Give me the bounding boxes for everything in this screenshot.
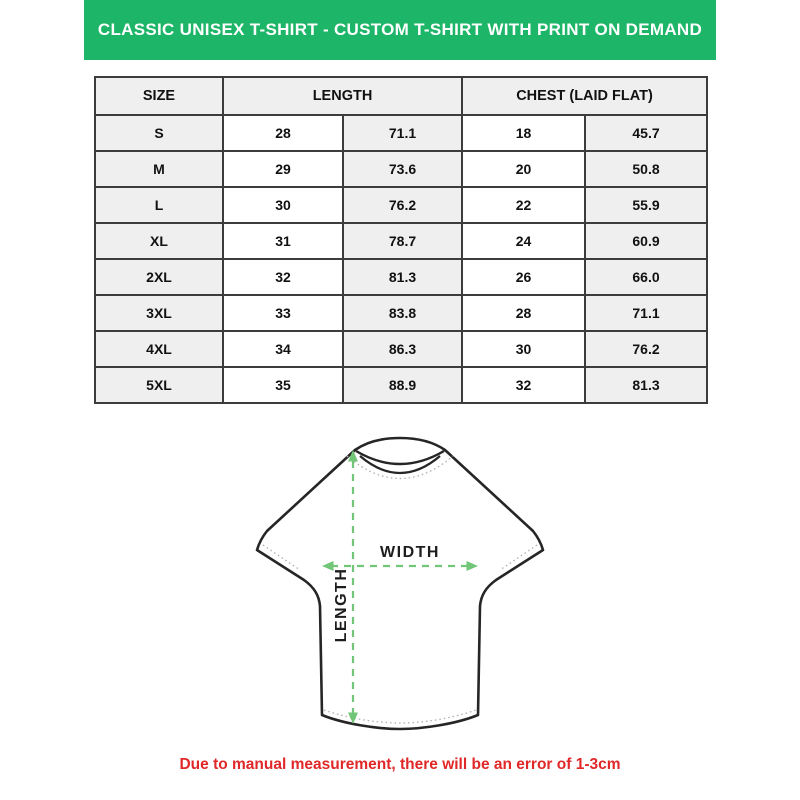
chest-cm-cell: 66.0 bbox=[585, 259, 707, 295]
chest-cm-cell: 50.8 bbox=[585, 151, 707, 187]
length-in-cell: 31 bbox=[223, 223, 343, 259]
tshirt-diagram-icon bbox=[250, 433, 550, 747]
width-label: WIDTH bbox=[380, 544, 440, 561]
size-cell: L bbox=[95, 187, 223, 223]
length-cm-cell: 71.1 bbox=[343, 115, 462, 151]
chest-cm-cell: 81.3 bbox=[585, 367, 707, 403]
size-chart-table bbox=[94, 76, 708, 404]
chest-in-cell: 26 bbox=[462, 259, 585, 295]
col-header-length: LENGTH bbox=[223, 77, 462, 115]
length-in-cell: 28 bbox=[223, 115, 343, 151]
title-banner bbox=[84, 0, 716, 60]
size-cell: S bbox=[95, 115, 223, 151]
size-cell: XL bbox=[95, 223, 223, 259]
table-row bbox=[95, 367, 707, 403]
chest-cm-cell: 60.9 bbox=[585, 223, 707, 259]
col-header-size: SIZE bbox=[95, 77, 223, 115]
length-cm-cell: 76.2 bbox=[343, 187, 462, 223]
table-row bbox=[95, 331, 707, 367]
col-header-chest: CHEST (LAID FLAT) bbox=[462, 77, 707, 115]
length-label: LENGTH bbox=[333, 567, 350, 643]
length-cm-cell: 88.9 bbox=[343, 367, 462, 403]
length-cm-cell: 83.8 bbox=[343, 295, 462, 331]
page-title: CLASSIC UNISEX T-SHIRT - CUSTOM T-SHIRT WITH PRINT ON DEMAND bbox=[97, 20, 703, 39]
length-in-cell: 29 bbox=[223, 151, 343, 187]
table-row bbox=[95, 223, 707, 259]
size-cell: 2XL bbox=[95, 259, 223, 295]
size-cell: 4XL bbox=[95, 331, 223, 367]
length-in-cell: 30 bbox=[223, 187, 343, 223]
table-row bbox=[95, 259, 707, 295]
table-row bbox=[95, 187, 707, 223]
chest-in-cell: 20 bbox=[462, 151, 585, 187]
chest-cm-cell: 76.2 bbox=[585, 331, 707, 367]
length-in-cell: 32 bbox=[223, 259, 343, 295]
chest-cm-cell: 71.1 bbox=[585, 295, 707, 331]
measurement-disclaimer: Due to manual measurement, there will be an error of 1-3cm bbox=[179, 756, 621, 773]
length-cm-cell: 86.3 bbox=[343, 331, 462, 367]
chest-in-cell: 24 bbox=[462, 223, 585, 259]
length-cm-cell: 78.7 bbox=[343, 223, 462, 259]
table-row bbox=[95, 115, 707, 151]
table-header-row bbox=[95, 77, 707, 115]
size-cell: 5XL bbox=[95, 367, 223, 403]
length-in-cell: 34 bbox=[223, 331, 343, 367]
chest-in-cell: 30 bbox=[462, 331, 585, 367]
table-row bbox=[95, 295, 707, 331]
size-chart-section bbox=[94, 76, 706, 404]
chest-cm-cell: 55.9 bbox=[585, 187, 707, 223]
table-row bbox=[95, 151, 707, 187]
tshirt-outline bbox=[257, 438, 543, 729]
chest-in-cell: 28 bbox=[462, 295, 585, 331]
length-cm-cell: 73.6 bbox=[343, 151, 462, 187]
chest-in-cell: 18 bbox=[462, 115, 585, 151]
length-cm-cell: 81.3 bbox=[343, 259, 462, 295]
chest-in-cell: 32 bbox=[462, 367, 585, 403]
chest-in-cell: 22 bbox=[462, 187, 585, 223]
length-in-cell: 33 bbox=[223, 295, 343, 331]
length-in-cell: 35 bbox=[223, 367, 343, 403]
tshirt-measurement-diagram bbox=[250, 433, 550, 747]
chest-cm-cell: 45.7 bbox=[585, 115, 707, 151]
size-cell: M bbox=[95, 151, 223, 187]
size-cell: 3XL bbox=[95, 295, 223, 331]
